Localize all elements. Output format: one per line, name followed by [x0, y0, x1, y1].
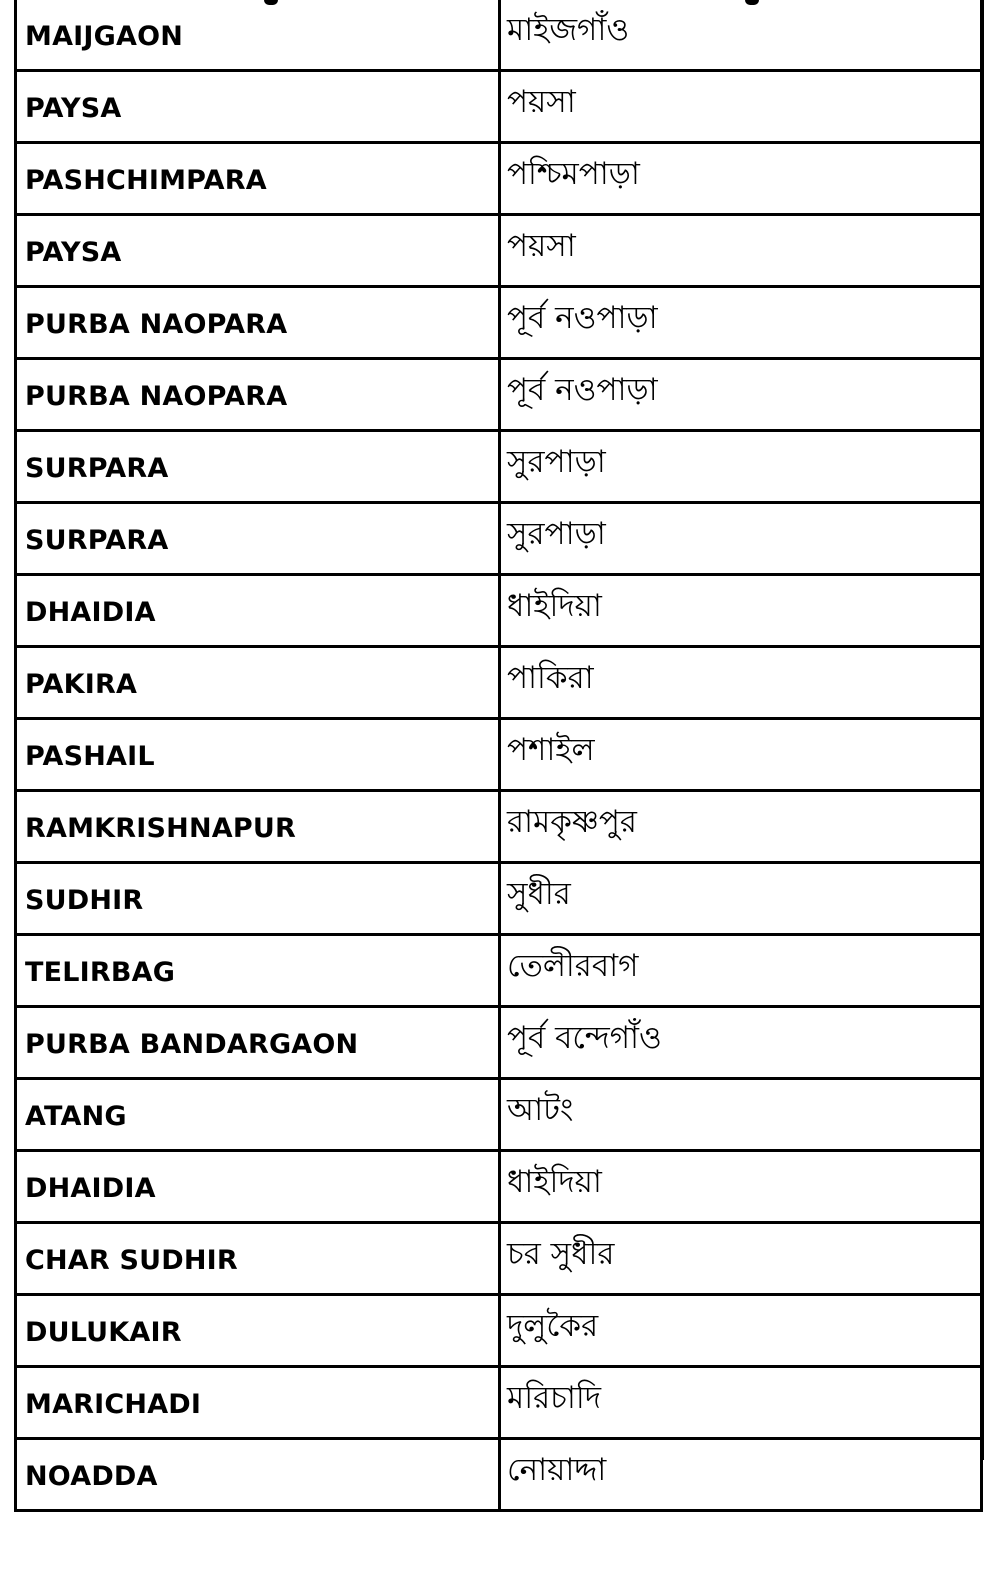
bengali-name-cell: সুধীর [500, 863, 982, 935]
bengali-name-cell: পাকিরা [500, 647, 982, 719]
english-name-cell: PURBA NAOPARA [16, 359, 500, 431]
bengali-name-cell: চর সুধীর [500, 1223, 982, 1295]
cropped-header-remnant [14, 0, 978, 10]
bengali-name-cell: পশ্চিমপাড়া [500, 143, 982, 215]
table-row [16, 935, 982, 1007]
village-name-table-body [16, 0, 982, 1511]
english-name-cell: ATANG [16, 1079, 500, 1151]
bengali-name-cell: পশাইল [500, 719, 982, 791]
bengali-name-cell: সুরপাড়া [500, 431, 982, 503]
table-row [16, 215, 982, 287]
bengali-name-cell: সুরপাড়া [500, 503, 982, 575]
english-name-cell: SURPARA [16, 503, 500, 575]
table-row [16, 503, 982, 575]
table-row [16, 863, 982, 935]
english-name-cell: MARICHADI [16, 1367, 500, 1439]
english-name-cell: RAMKRISHNAPUR [16, 791, 500, 863]
english-name-cell: DULUKAIR [16, 1295, 500, 1367]
english-name-cell: PASHCHIMPARA [16, 143, 500, 215]
bengali-name-cell: নোয়াদ্দা [500, 1439, 982, 1511]
english-name-cell: DHAIDIA [16, 1151, 500, 1223]
bengali-name-cell: পয়সা [500, 71, 982, 143]
bengali-name-cell: তেলীরবাগ [500, 935, 982, 1007]
english-name-cell: PURBA BANDARGAON [16, 1007, 500, 1079]
table-row [16, 71, 982, 143]
bengali-name-cell: ধাইদিয়া [500, 575, 982, 647]
table-row [16, 1151, 982, 1223]
english-name-cell: SUDHIR [16, 863, 500, 935]
english-name-cell: PURBA NAOPARA [16, 287, 500, 359]
table-row [16, 1367, 982, 1439]
table-row [16, 359, 982, 431]
english-name-cell: DHAIDIA [16, 575, 500, 647]
bengali-name-cell: ধাইদিয়া [500, 1151, 982, 1223]
bengali-name-cell: মরিচাদি [500, 1367, 982, 1439]
left-margin [0, 0, 14, 1460]
english-name-cell: MAIJGAON [16, 0, 500, 71]
table-row [16, 287, 982, 359]
table-row [16, 1223, 982, 1295]
cropped-header-glyph [264, 0, 278, 5]
cropped-header-glyph [745, 0, 759, 5]
table-row [16, 719, 982, 791]
table-row [16, 647, 982, 719]
english-name-cell: PAKIRA [16, 647, 500, 719]
english-name-cell: CHAR SUDHIR [16, 1223, 500, 1295]
table-row [16, 431, 982, 503]
table-row [16, 143, 982, 215]
table-row [16, 1007, 982, 1079]
bengali-name-cell: দুলুকৈর [500, 1295, 982, 1367]
table-row [16, 791, 982, 863]
table-row [16, 1439, 982, 1511]
english-name-cell: PASHAIL [16, 719, 500, 791]
bengali-name-cell: রামকৃষ্ণপুর [500, 791, 982, 863]
english-name-cell: TELIRBAG [16, 935, 500, 1007]
english-name-cell: SURPARA [16, 431, 500, 503]
bengali-name-cell: মাইজগাঁও [500, 0, 982, 71]
english-name-cell: PAYSA [16, 215, 500, 287]
bengali-name-cell: আটং [500, 1079, 982, 1151]
bengali-name-cell: পূর্ব নওপাড়া [500, 359, 982, 431]
village-name-table [14, 0, 983, 1512]
table-row [16, 1295, 982, 1367]
right-table-edge [981, 0, 1001, 1460]
english-name-cell: NOADDA [16, 1439, 500, 1511]
table-row [16, 1079, 982, 1151]
table-row [16, 0, 982, 71]
bengali-name-cell: পয়সা [500, 215, 982, 287]
table-row [16, 575, 982, 647]
english-name-cell: PAYSA [16, 71, 500, 143]
bengali-name-cell: পূর্ব নওপাড়া [500, 287, 982, 359]
bengali-name-cell: পূর্ব বন্দেগাঁও [500, 1007, 982, 1079]
